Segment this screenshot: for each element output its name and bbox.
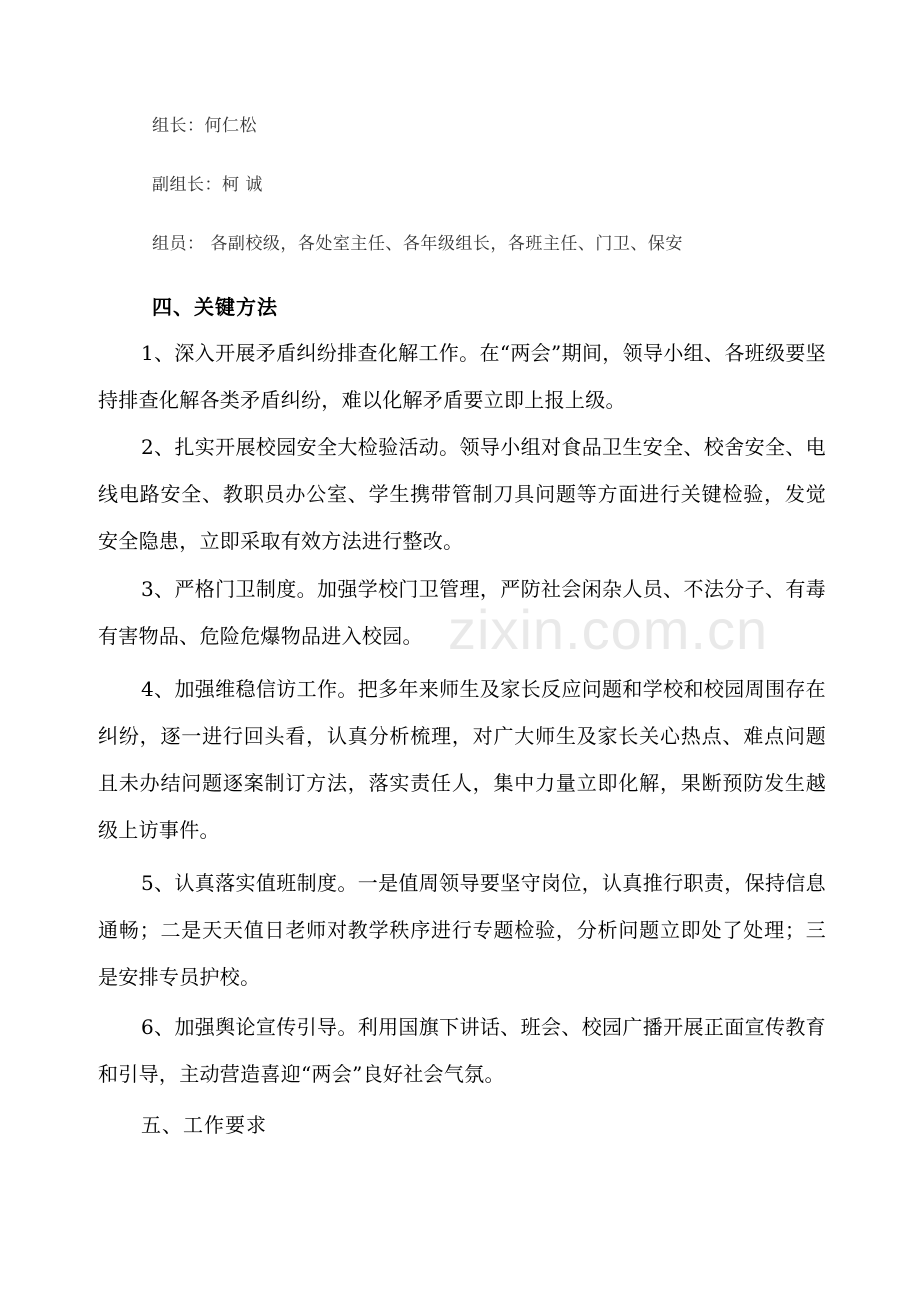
team-members: 组员： 各副校级，各处室主任、各年级组长，各班主任、门卫、保安 [152, 234, 683, 254]
watermark: zixin.com.cn [448, 598, 769, 661]
method-item-6: 6、加强舆论宣传引导。利用国旗下讲话、班会、校园广播开展正面宣传教育和引导，主动营造喜迎“两会”良好社会气氛。 [98, 1015, 826, 1086]
team-leader: 组长：何仁松 [152, 116, 257, 136]
method-item-5: 5、认真落实值班制度。一是值周领导要坚守岗位，认真推行职责，保持信息通畅；二是天天值日老师对教学秩序进行专题检验，分析问题立即处了处理；三是安排专员护校。 [98, 871, 826, 989]
section-4-title: 四、关键方法 [152, 295, 278, 319]
method-item-2: 2、扎实开展校园安全大检验活动。领导小组对食品卫生安全、校舍安全、电线电路安全、教职员办公室、学生携带管制刀具问题等方面进行关键检验，发觉安全隐患，立即采取有效方法进行整改。 [98, 435, 826, 553]
team-deputy: 副组长：柯 诚 [152, 175, 263, 195]
section-5-title: 五、工作要求 [141, 1113, 267, 1137]
method-item-1: 1、深入开展矛盾纠纷排查化解工作。在“两会”期间，领导小组、各班级要坚持排查化解各类矛盾纠纷，难以化解矛盾要立即上报上级。 [98, 341, 826, 412]
method-item-4: 4、加强维稳信访工作。把多年来师生及家长反应问题和学校和校园周围存在纠纷，逐一进行回头看，认真分析梳理，对广大师生及家长关心热点、难点问题且未办结问题逐案制订方法，落实责任人，集中力量立即化解，果断预防发生越级上访事件。 [98, 677, 826, 842]
method-item-3: 3、严格门卫制度。加强学校门卫管理，严防社会闲杂人员、不法分子、有毒有害物品、危险危爆物品进入校园。 [98, 577, 826, 648]
